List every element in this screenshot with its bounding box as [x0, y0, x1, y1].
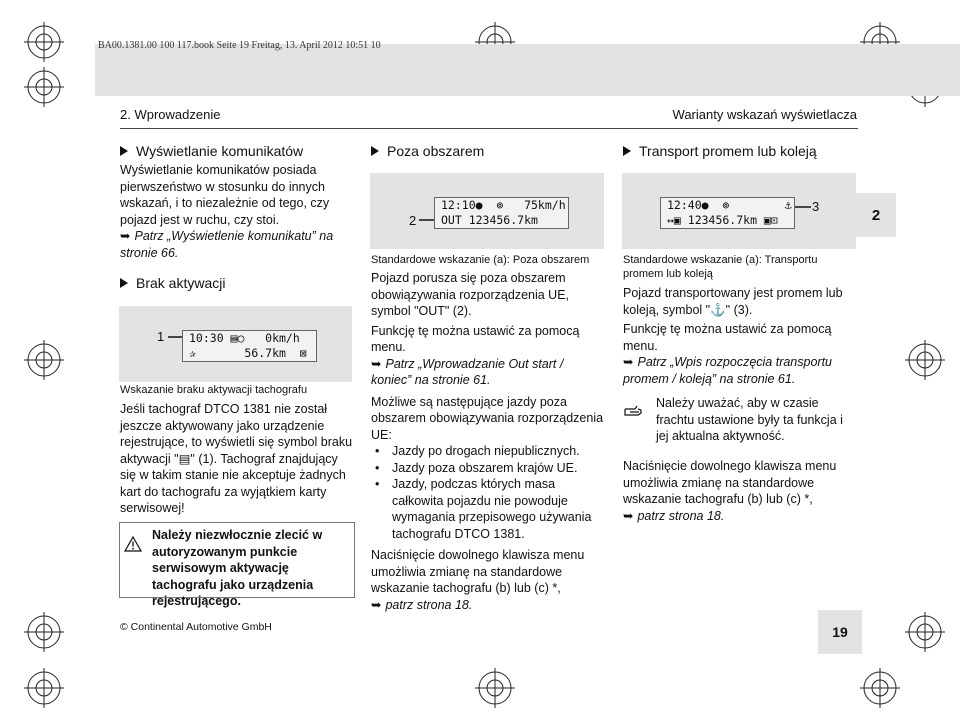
triangle-bullet-icon [120, 146, 128, 156]
col3-p2: Funkcję tę można ustawić za pomocą menu. [623, 322, 832, 353]
col1-body: Jeśli tachograf DTCO 1381 nie został jeszcze aktywowany jako urządzenie rejestrujące, to wyświetli się symbol braku aktywacji "▤" (1). Tachograf znajdujący się w takim stanie nie akceptuje żadnych kart do tachografu za wyjątkiem karty serwisowej! [120, 402, 353, 515]
col2-reference: ➥ Patrz „Wprowadzanie Out start / koniec” na stronie 61. [371, 356, 564, 387]
registration-mark-right-middle [905, 340, 945, 380]
arrow-right-icon: ➥ [120, 229, 131, 243]
warning-icon [124, 536, 142, 552]
col2-heading: Poza obszarem [371, 143, 484, 159]
arrow-right-icon: ➥ [371, 597, 382, 612]
col2-lcd-display [434, 197, 569, 229]
col1-lcd-line-1: 10:30 ▤○ 0km/h [189, 331, 300, 345]
col1-reference: ➥ Patrz „Wyświetlenie komunikatu” na stronie 66. [120, 229, 334, 260]
callout-3: 3 [812, 199, 820, 214]
col1-caption: Wskazanie braku aktywacji tachografu [120, 384, 308, 396]
col3-heading: Transport promem lub koleją [623, 143, 817, 159]
warning-text: Należy niezwłocznie zlecić w autoryzowanym punkcie serwisowym aktywację tachografu jako urządzenia rejestrującego. [152, 528, 323, 608]
col3-lcd-display [660, 197, 795, 229]
col3-note: Należy uważać, aby w czasie frachtu ustawione były ta funkcja i jej aktualna aktywność. [656, 396, 843, 443]
list-item: • Jazdy, podczas których masa całkowita pojazdu nie powoduje wymagania przepisowego używania tachografu DTCO 1381. [371, 476, 607, 542]
col1-lcd-display [182, 330, 317, 362]
col3-lcd-line-1: 12:40● ⊚ ⚓ [667, 198, 792, 212]
callout-3-leader [795, 206, 811, 208]
col3-p3: Naciśnięcie dowolnego klawisza menu umożliwia zmianę na standardowe wskazanie tachografu (b) lub (c) *, [623, 459, 837, 506]
file-mark: BA00.1381.00 100 117.book Seite 19 Freitag, 13. April 2012 10:51 10 [98, 40, 381, 51]
header-divider [120, 128, 858, 129]
col2-p3: Możliwe są następujące jazdy poza obszarem obowiązywania rozporządzenia UE: [371, 394, 604, 442]
col1-heading: Wyświetlanie komunikatów [120, 143, 303, 159]
col2-text-block [371, 270, 607, 613]
col2-p4: Naciśnięcie dowolnego klawisza menu umożliwia zmianę na standardowe wskazanie tachografu (b) lub (c) *, [371, 548, 585, 595]
callout-1: 1 [157, 329, 165, 344]
triangle-bullet-icon [623, 146, 631, 156]
col2-p1: Pojazd porusza się poza obszarem obowiązywania rozporządzenia UE, symbol "OUT" (2). [371, 271, 570, 318]
registration-mark-left-upper [24, 67, 64, 107]
col1-lcd-line-2: ✰ 56.7km ⊠ [189, 346, 307, 360]
col1-text-block [120, 162, 356, 261]
callout-2: 2 [409, 213, 417, 228]
page-number: 19 [818, 610, 862, 654]
header-band [95, 44, 960, 96]
col2-caption: Standardowe wskazanie (a): Poza obszarem [371, 254, 590, 266]
list-item: • Jazdy poza obszarem krajów UE. [371, 460, 607, 477]
col2-lcd-line-2: OUT 123456.7km [441, 213, 538, 227]
registration-mark-right-lower [905, 612, 945, 652]
col3-lcd-line-2: ↔▣ 123456.7km ▣⊡ [667, 213, 778, 227]
col3-text-block-2 [623, 458, 855, 524]
col3-text-block [623, 285, 855, 387]
col2-page-ref: ➥ patrz strona 18. [371, 597, 473, 612]
triangle-bullet-icon [371, 146, 379, 156]
pointing-hand-icon [624, 402, 646, 420]
col1-heading2: Brak aktywacji [120, 275, 225, 291]
col3-reference: ➥ Patrz „Wpis rozpoczęcia transportu promem / koleją” na stronie 61. [623, 355, 832, 386]
arrow-right-icon: ➥ [623, 355, 634, 369]
col1-intro: Wyświetlanie komunikatów posiada pierwszeństwo w stosunku do innych wskazań, i to niezależnie od tego, czy pojazd jest w ruchu, czy stoi. [120, 163, 330, 227]
list-item: • Jazdy po drogach niepublicznych. [371, 443, 607, 460]
callout-2-leader [419, 219, 435, 221]
registration-mark-left-middle [24, 340, 64, 380]
arrow-right-icon: ➥ [623, 508, 634, 523]
col3-page-ref: ➥ patrz strona 18. [623, 508, 725, 523]
col3-caption: Standardowe wskazanie (a): Transportu promem lub koleją [623, 254, 818, 280]
col3-p1: Pojazd transportowany jest promem lub koleją, symbol "⚓" (3). [623, 286, 843, 317]
registration-mark-bottom-right [860, 668, 900, 708]
section-title: Warianty wskazań wyświetlacza [672, 107, 857, 122]
registration-mark-bottom-center [475, 668, 515, 708]
triangle-bullet-icon [120, 278, 128, 288]
arrow-right-icon: ➥ [371, 356, 382, 371]
col2-p2: Funkcję tę można ustawić za pomocą menu. [371, 323, 580, 354]
registration-mark-left-lower [24, 612, 64, 652]
registration-mark-bottom-left [24, 668, 64, 708]
chapter-title: 2. Wprowadzenie [120, 107, 221, 122]
chapter-tab: 2 [856, 193, 896, 237]
col2-bullet-list [371, 443, 607, 542]
registration-mark-top-left [24, 22, 64, 62]
col2-lcd-line-1: 12:10● ⊚ 75km/h [441, 198, 566, 212]
footer-copyright: © Continental Automotive GmbH [120, 621, 272, 633]
